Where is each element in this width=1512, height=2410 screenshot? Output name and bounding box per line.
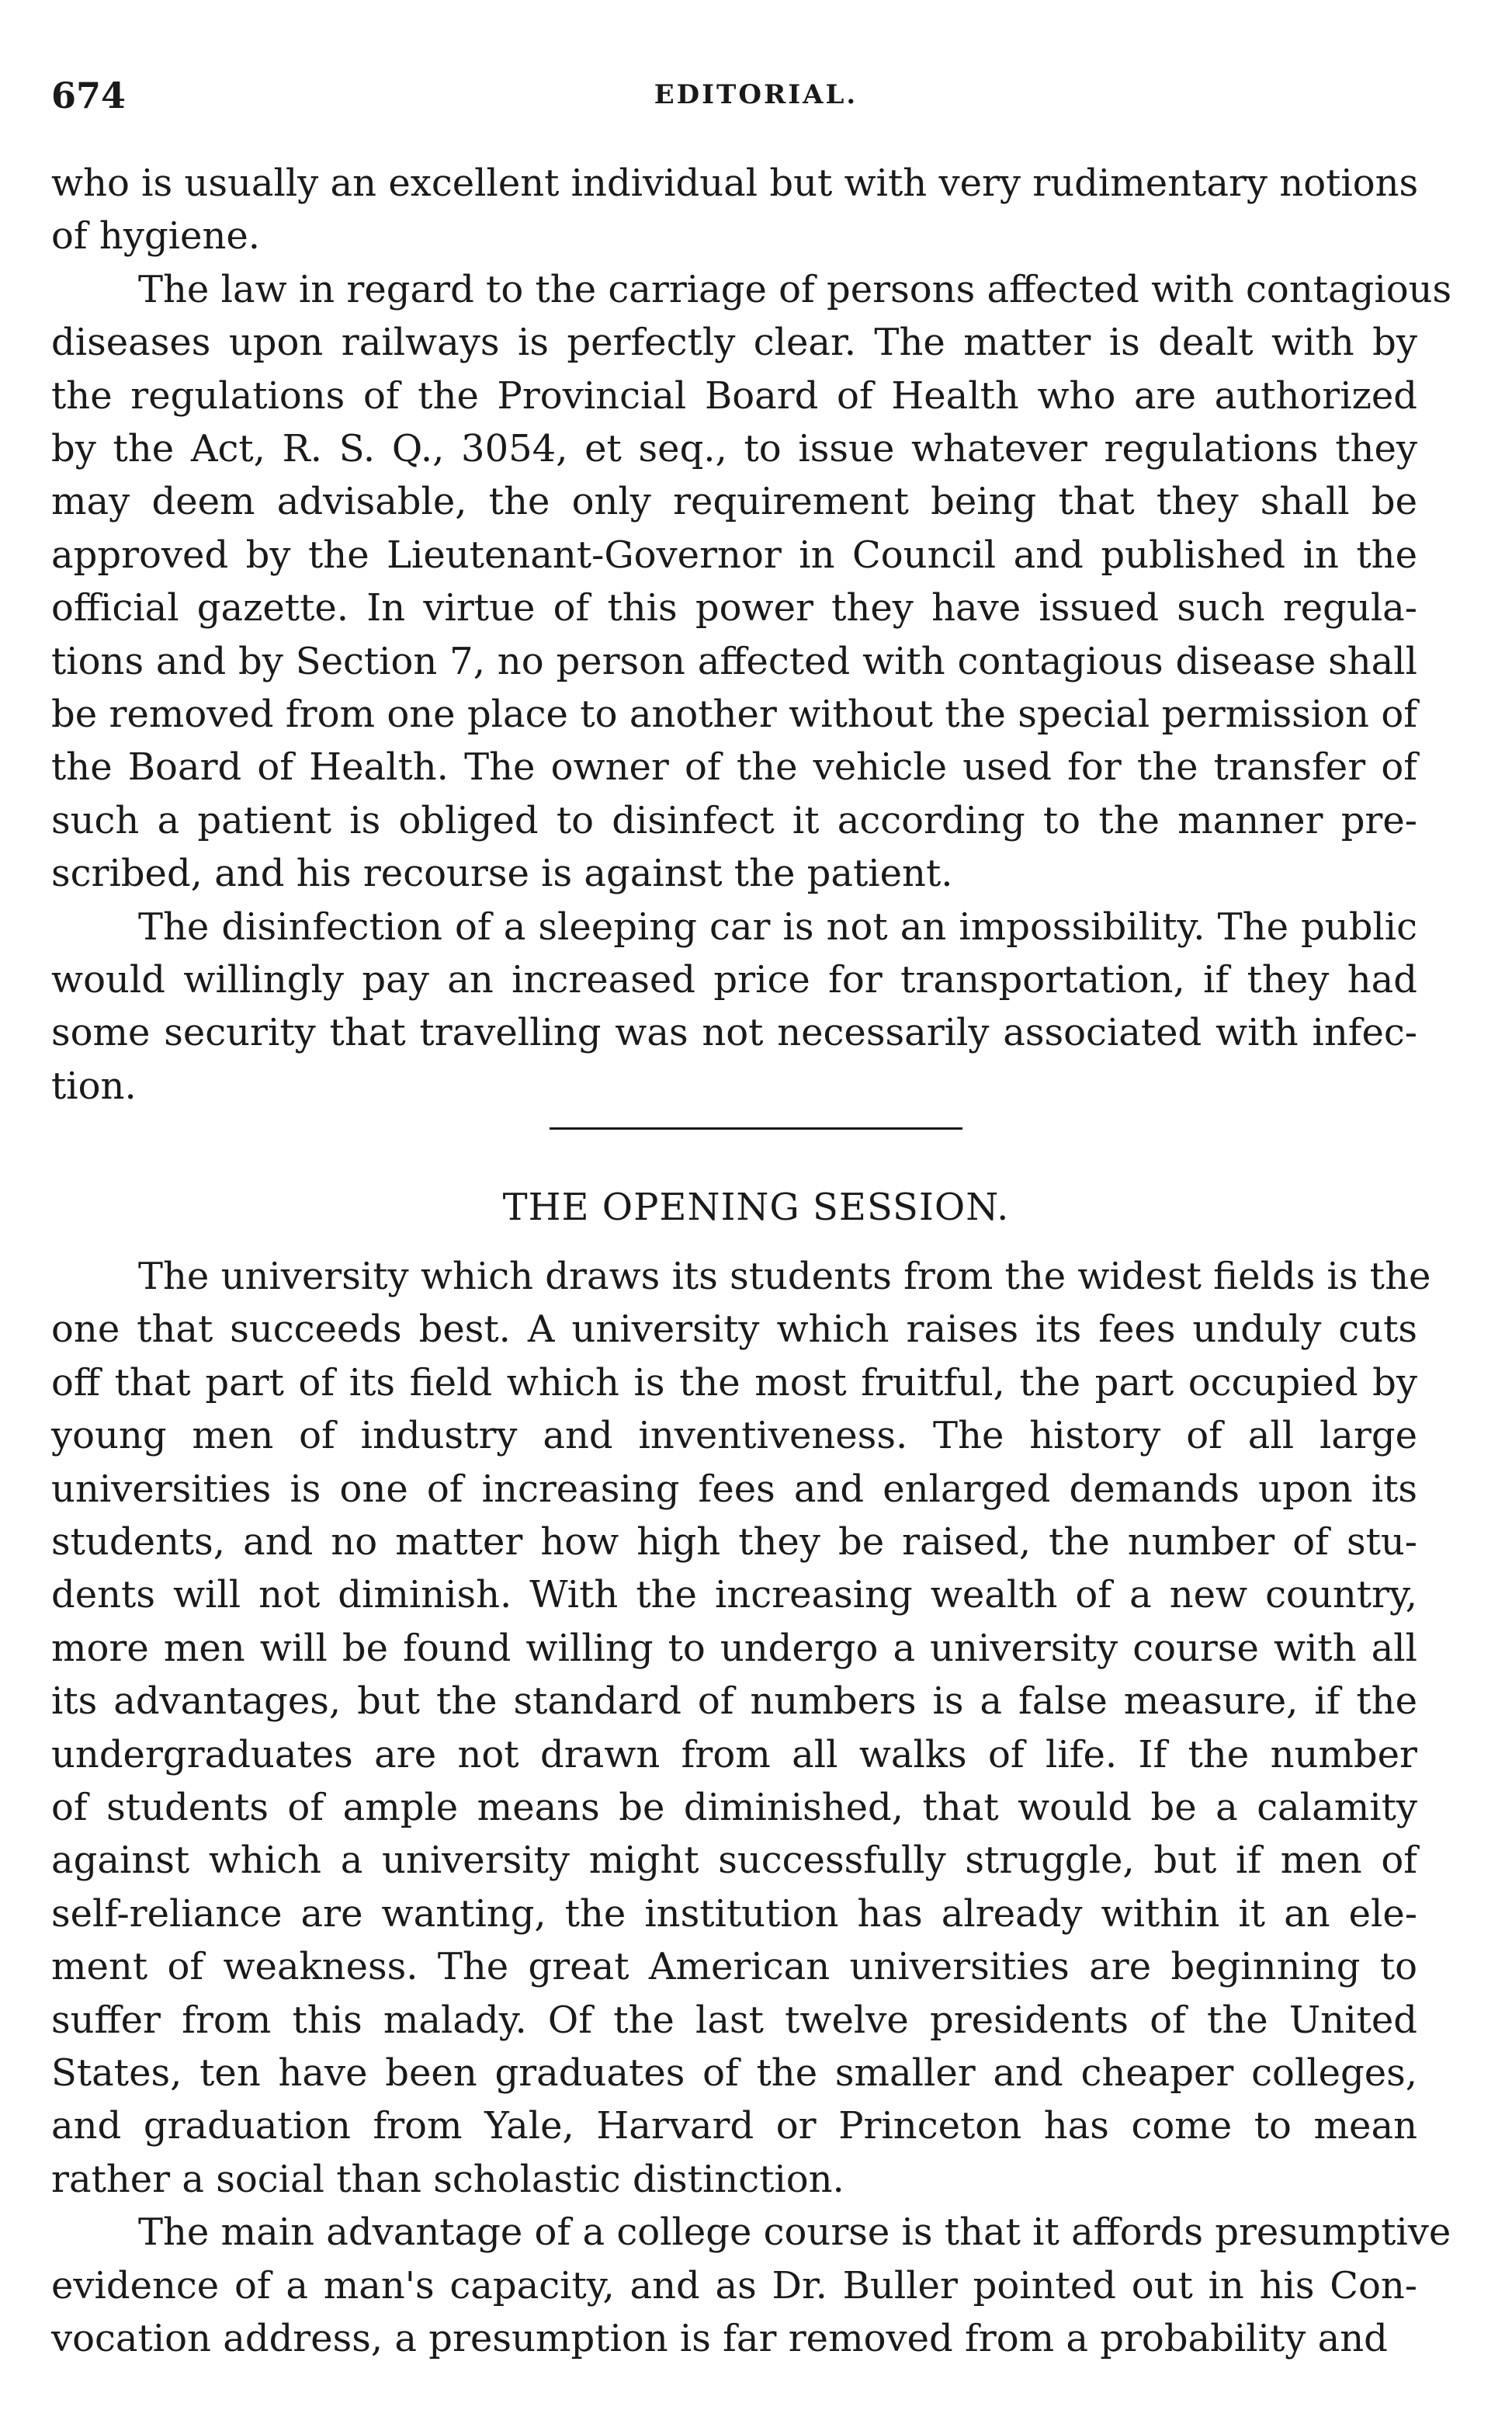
text-line: some security that travelling was not necessarily associated with infec- <box>51 1011 1417 1055</box>
text-line: ment of weakness. The great American universities are beginning to <box>51 1945 1417 1989</box>
section-divider-rule <box>550 1127 962 1130</box>
text-line: evidence of a man's capacity, and as Dr. Buller pointed out in his Con- <box>51 2263 1417 2308</box>
text-line: self-reliance are wanting, the institution has already within it an ele- <box>51 1891 1417 1936</box>
text-line: against which a university might successfully struggle, but if men of <box>51 1839 1417 1883</box>
text-line: by the Act, R. S. Q., 3054, et seq., to issue whatever regulations they <box>51 427 1417 471</box>
page-header <box>0 75 1512 121</box>
text-line: scribed, and his recourse is against the patient. <box>51 852 953 896</box>
text-line: diseases upon railways is perfectly clear. The matter is dealt with by <box>51 321 1417 365</box>
text-line: of students of ample means be diminished, that would be a calamity <box>51 1786 1417 1829</box>
text-line: The main advantage of a college course is that it affords presumptive <box>138 2210 1451 2255</box>
text-line: more men will be found willing to undergo a university course with all <box>51 1626 1417 1670</box>
text-line: approved by the Lieutenant-Governor in Council and published in the <box>51 533 1417 577</box>
text-line: universities is one of increasing fees and enlarged demands upon its <box>51 1467 1417 1511</box>
text-line: official gazette. In virtue of this power they have issued such regula- <box>51 586 1417 630</box>
text-line: would willingly pay an increased price for transportation, if they had <box>51 958 1417 1002</box>
text-line: dents will not diminish. With the increasing wealth of a new country, <box>51 1573 1417 1617</box>
text-line: be removed from one place to another without the special permission of <box>51 693 1417 736</box>
text-line: vocation address, a presumption is far removed from a probability and <box>51 2317 1388 2360</box>
text-line: of hygiene. <box>51 214 261 259</box>
section-title: THE OPENING SESSION. <box>502 1186 1010 1229</box>
text-line: may deem advisable, the only requirement being that they shall be <box>51 480 1417 524</box>
text-line: the regulations of the Provincial Board of Health who are authorized <box>51 373 1417 418</box>
text-line: one that succeeds best. A university which raises its fees unduly cuts <box>51 1307 1417 1352</box>
text-line: The university which draws its students from the widest fields is the <box>138 1255 1431 1298</box>
text-line: who is usually an excellent individual but with very rudimentary notions <box>51 161 1419 205</box>
text-line: rather a social than scholastic distinction. <box>51 2157 844 2201</box>
text-line: States, ten have been graduates of the smaller and cheaper colleges, <box>51 2051 1417 2095</box>
text-line: off that part of its field which is the most fruitful, the part occupied by <box>51 1360 1417 1405</box>
running-head: EDITORIAL. <box>654 79 858 110</box>
text-line: The law in regard to the carriage of persons affected with contagious <box>138 267 1452 311</box>
text-line: such a patient is obliged to disinfect it according to the manner pre- <box>51 798 1417 842</box>
text-line: the Board of Health. The owner of the vehicle used for the transfer of <box>51 745 1417 790</box>
text-line: suffer from this malady. Of the last twelve presidents of the United <box>51 1998 1417 2042</box>
text-line: students, and no matter how high they be raised, the number of stu- <box>51 1520 1417 1564</box>
text-line: undergraduates are not drawn from all walks of life. If the number <box>51 1732 1417 1776</box>
text-line: young men of industry and inventiveness. The history of all large <box>51 1414 1417 1458</box>
text-line: its advantages, but the standard of numbers is a false measure, if the <box>51 1679 1417 1724</box>
text-line: tions and by Section 7, no person affected with contagious disease shall <box>51 639 1417 683</box>
page-number: 674 <box>51 75 127 116</box>
text-line: tion. <box>51 1064 137 1108</box>
text-line: The disinfection of a sleeping car is not an impossibility. The public <box>138 905 1417 949</box>
text-line: and graduation from Yale, Harvard or Princeton has come to mean <box>51 2104 1417 2148</box>
